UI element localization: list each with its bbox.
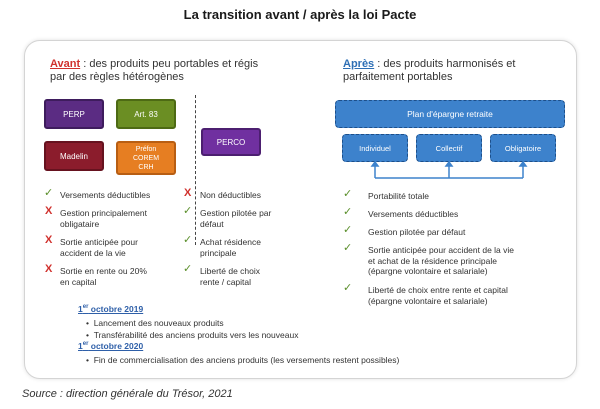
prefon-label: Préfon [135,145,157,153]
check-icon: ✓ [343,282,353,294]
avant-keyword: Avant [50,58,81,70]
avant-col2-item-3: Liberté de choix rente / capital [200,266,261,287]
timeline-date-2019: 1er octobre 2019 [78,304,144,314]
avant-col1-item-1: Gestion principalement obligataire [60,208,147,229]
check-icon: ✓ [343,188,353,200]
avant-col1-item-0: Versements déductibles [60,190,151,200]
cross-icon: X [184,187,192,199]
check-icon: ✓ [343,206,353,218]
avant-col2-item-0: Non déductibles [200,190,261,200]
check-icon: ✓ [44,187,54,199]
check-icon: ✓ [183,263,193,275]
apres-item-4: Liberté de choix entre rente et capital (épargne volontaire et salariale) [368,285,508,306]
check-icon: ✓ [343,224,353,236]
avant-heading-rest: : des produits peu portables et régis [80,58,259,70]
apres-heading-rest: : des produits harmonisés et [374,58,516,70]
plan-epargne-retraite-box: Plan d'épargne retraite [335,100,565,128]
check-icon: ✓ [183,234,193,246]
check-icon: ✓ [183,205,193,217]
corem-label: COREM [132,154,160,162]
source-caption: Source : direction générale du Trésor, 2021 [22,388,233,400]
apres-item-1: Versements déductibles [368,209,459,219]
madelin-box: Madelin [44,141,104,171]
timeline-2020-item-0: • Fin de commercialisation des anciens produits (les versements restent possibles) [86,355,400,365]
avant-col1-item-2: Sortie anticipée pour accident de la vie [60,237,138,258]
page-title: La transition avant / après la loi Pacte [183,7,417,22]
avant-col1-item-3: Sortie en rente ou 20% en capital [60,266,147,287]
avant-heading-line2: par des règles hétérogènes [50,71,184,83]
apres-item-0: Portabilité totale [368,191,429,201]
cross-icon: X [45,263,53,275]
cross-icon: X [45,234,53,246]
avant-col2-item-1: Gestion pilotée par défaut [200,208,272,229]
cross-icon: X [45,205,53,217]
timeline-date-2020: 1er octobre 2020 [78,341,144,351]
apres-item-2: Gestion pilotée par défaut [368,227,466,237]
apres-heading-line2: parfaitement portables [343,71,453,83]
crh-label: CRH [138,163,154,171]
perco-box: PERCO [201,128,261,156]
timeline-2019-item-1: • Transférabilité des anciens produits vers les nouveaux [86,330,299,340]
avant-col2-item-2: Achat résidence principale [200,237,261,258]
apres-item-3: Sortie anticipée pour accident de la vie et achat de la résidence principale (épargne volontaire et salariale) [368,245,515,276]
timeline-2019-item-0: • Lancement des nouveaux produits [86,318,224,328]
sub-box-obligatoire: Obligatoire [490,134,556,162]
perp-box: PERP [44,99,104,129]
sub-box-individuel: Individuel [342,134,408,162]
art83-box: Art. 83 [116,99,176,129]
sub-box-collectif: Collectif [416,134,482,162]
apres-keyword: Après [343,58,375,70]
check-icon: ✓ [343,242,353,254]
